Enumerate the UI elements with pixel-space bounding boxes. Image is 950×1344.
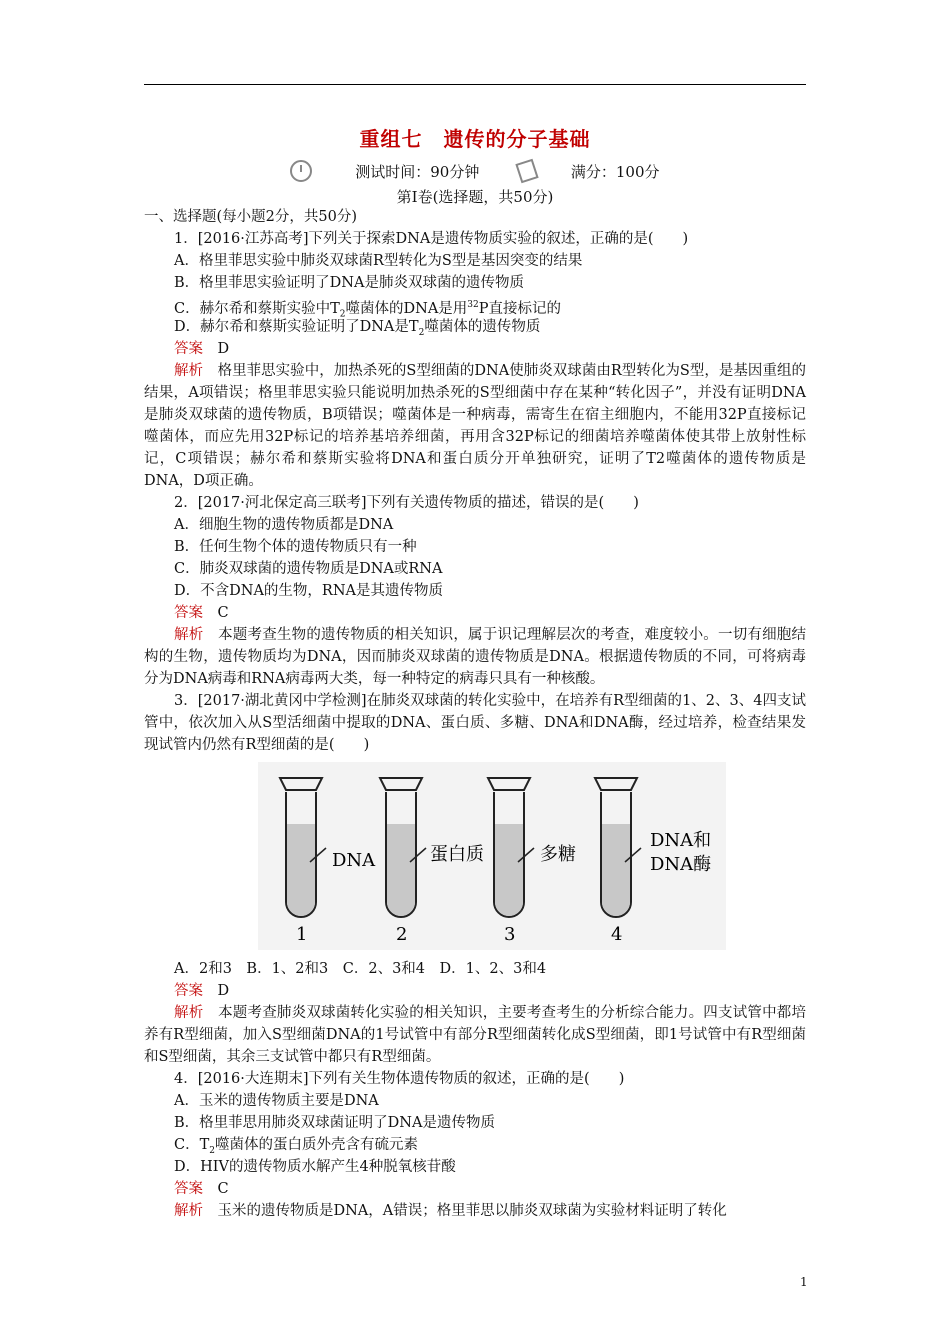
part-heading: 一、选择题(每小题2分，共50分) bbox=[144, 209, 357, 225]
tube-label: 蛋白质 bbox=[430, 844, 484, 865]
answer-line: 答案 C bbox=[174, 1181, 229, 1197]
option-a: A．玉米的遗传物质主要是DNA bbox=[174, 1093, 379, 1109]
tube-number: 1 bbox=[296, 924, 308, 945]
question-3-stem: 3．[2017·湖北黄冈中学检测]在肺炎双球菌的转化实验中，在培养有R型细菌的1、2、3、4四支试管中，依次加入从S型活细菌中提取的DNA、蛋白质、多糖、DNA和DNA酶，经过培养，检查结果发现试管内仍然有R型细菌的是( ) bbox=[144, 693, 806, 753]
exam-meta bbox=[0, 160, 950, 182]
question-3-options: A．2和3 B．1、2和3 C．2、3和4 D．1、2、3和4 bbox=[174, 961, 547, 977]
tube-number: 3 bbox=[504, 924, 516, 945]
tube-label: DNA和 bbox=[650, 830, 712, 851]
analysis-paragraph: 解析 格里菲思实验中，加热杀死的S型细菌的DNA使肺炎双球菌由R型转化为S型，是基因重组的结果，A项错误；格里菲思实验只能说明加热杀死的S型细菌中存在某种“转化因子”，并没有证明DNA是肺炎双球菌的遗传物质，B项错误；噬菌体是一种病毒，需寄生在宿主细胞内，不能用32P直接标记噬菌体，而应先用32P标记的培养基培养细菌，再用含32P标记的细菌培养噬菌体使其带上放射性标记，C项错误；赫尔希和蔡斯实验将DNA和蛋白质分开单独研究，证明了T2噬菌体的遗传物质是DNA，D项正确。 bbox=[144, 363, 806, 489]
answer-line: 答案 D bbox=[174, 341, 230, 357]
question-2-stem: 2．[2017·河北保定高三联考]下列有关遗传物质的描述，错误的是( ) bbox=[174, 495, 639, 511]
option-d: D．不含DNA的生物，RNA是其遗传物质 bbox=[174, 583, 443, 599]
tube-number: 2 bbox=[396, 924, 408, 945]
tube-number: 4 bbox=[611, 924, 623, 945]
option-b: B．任何生物个体的遗传物质只有一种 bbox=[174, 539, 417, 555]
option-d: D．HIV的遗传物质水解产生4种脱氧核苷酸 bbox=[174, 1159, 456, 1175]
answer-line: 答案 C bbox=[174, 605, 229, 621]
option-c: C．$T_2$噬菌体的蛋白质外壳含有硫元素 bbox=[174, 1137, 419, 1156]
question-1-stem: 1．[2016·江苏高考]下列关于探索DNA是遗传物质实验的叙述，正确的是( ) bbox=[174, 231, 689, 247]
paper-icon bbox=[515, 159, 538, 184]
analysis-paragraph: 解析 本题考查生物的遗传物质的相关知识，属于识记理解层次的考查，难度较小。一切有细胞结构的生物，遗传物质均为DNA，因而肺炎双球菌的遗传物质是DNA。根据遗传物质的不同，可将病毒分为DNA病毒和RNA病毒两大类，每一种特定的病毒只具有一种核酸。 bbox=[144, 627, 806, 687]
question-content bbox=[144, 206, 806, 1222]
test-time: 测试时间：90分钟 bbox=[355, 162, 480, 181]
answer-line: 答案 D bbox=[174, 983, 230, 999]
question-4-stem: 4．[2016·大连期末]下列有关生物体遗传物质的叙述，正确的是( ) bbox=[174, 1071, 625, 1087]
tube-label-line2: DNA酶 bbox=[650, 854, 712, 875]
header-rule bbox=[144, 84, 806, 85]
page-title: 重组七 遗传的分子基础 bbox=[359, 127, 591, 151]
option-b: B．格里菲思实验证明了DNA是肺炎双球菌的遗传物质 bbox=[174, 275, 524, 291]
tube-label: DNA bbox=[332, 850, 376, 871]
analysis-paragraph: 解析 玉米的遗传物质是DNA，A错误；格里菲思以肺炎双球菌为实验材料证明了转化 bbox=[174, 1203, 727, 1219]
test-tube-figure bbox=[258, 762, 726, 950]
full-score: 满分：100分 bbox=[570, 162, 660, 181]
option-c: C．赫尔希和蔡斯实验中$T_2$噬菌体的DNA是用$^{32}$P直接标记的 bbox=[174, 300, 562, 320]
option-c: C．肺炎双球菌的遗传物质是DNA或RNA bbox=[174, 561, 443, 577]
section-heading: 第Ⅰ卷(选择题，共50分) bbox=[396, 188, 554, 206]
option-d: D．赫尔希和蔡斯实验证明了DNA是$T_2$噬菌体的遗传物质 bbox=[174, 319, 541, 338]
option-b: B．格里菲思用肺炎双球菌证明了DNA是遗传物质 bbox=[174, 1115, 495, 1131]
page-number: 1 bbox=[800, 1275, 808, 1289]
tube-label: 多糖 bbox=[540, 844, 576, 865]
analysis-paragraph: 解析 本题考查肺炎双球菌转化实验的相关知识，主要考查考生的分析综合能力。四支试管中都培养有R型细菌，加入S型细菌DNA的1号试管中有部分R型细菌转化成S型细菌，即1号试管中有R型细菌和S型细菌，其余三支试管中都只有R型细菌。 bbox=[144, 1005, 806, 1065]
clock-icon bbox=[290, 160, 312, 182]
option-a: A．格里菲思实验中肺炎双球菌R型转化为S型是基因突变的结果 bbox=[174, 253, 583, 269]
option-a: A．细胞生物的遗传物质都是DNA bbox=[174, 517, 394, 533]
